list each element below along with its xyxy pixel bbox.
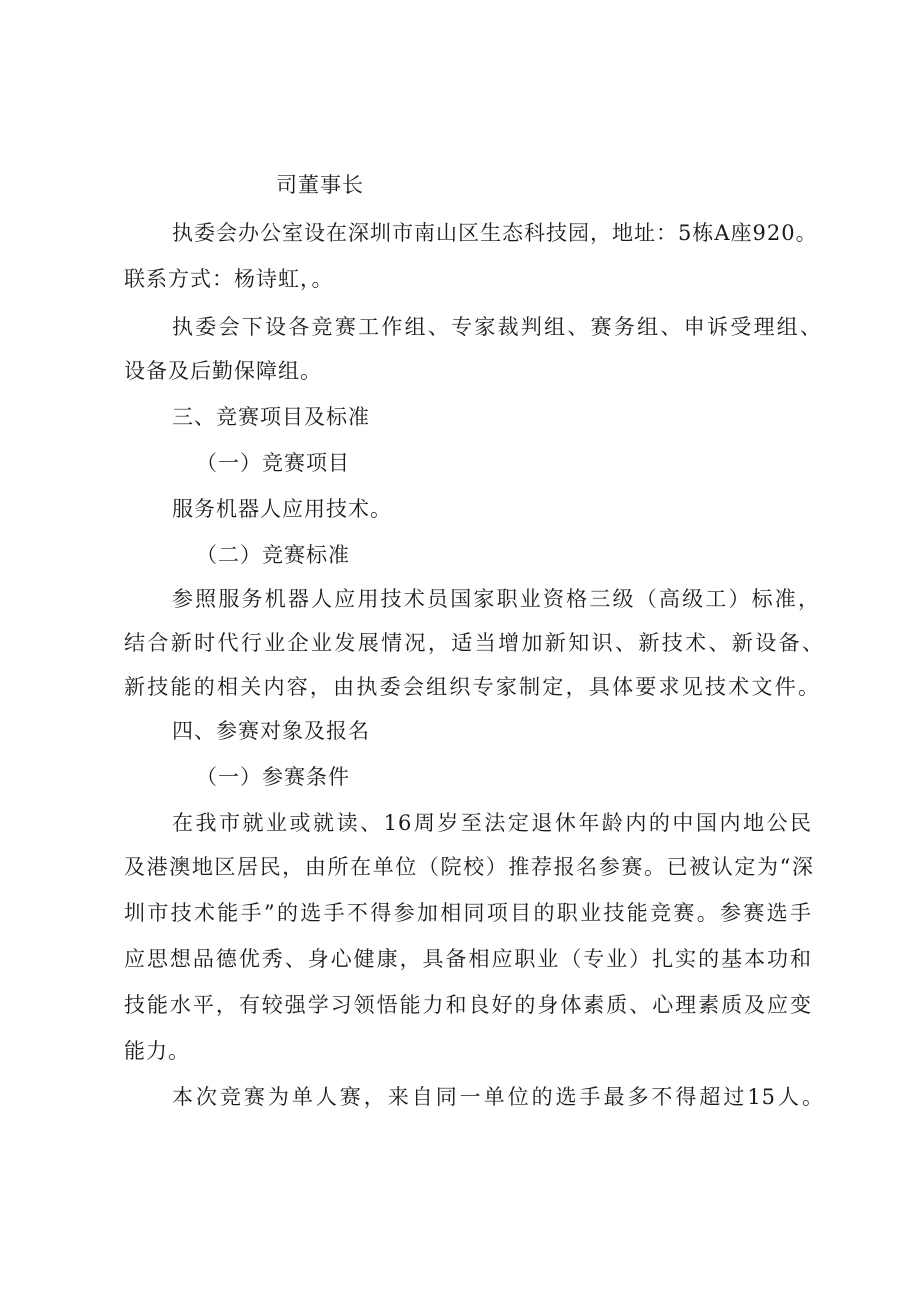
- text-line-competition-item: 服务机器人应用技术。: [172, 497, 392, 521]
- text-line-eligibility-5: 技能水平，有较强学习领悟能力和良好的身体素质、心理素质及应变: [124, 993, 812, 1017]
- subsection-heading-eligibility: （一）参赛条件: [196, 765, 350, 789]
- text-line-standard-1: 参照服务机器人应用技术员国家职业资格三级（高级工）标准，: [172, 587, 820, 611]
- text-line-committee-groups-cont: 设备及后勤保障组。: [124, 359, 322, 383]
- text-line-signatory: 司董事长: [276, 173, 364, 197]
- text-line-standard-3: 新技能的相关内容，由执委会组织专家制定，具体要求见技术文件。: [124, 675, 820, 699]
- text-line-eligibility-4: 应思想品德优秀、身心健康，具备相应职业（专业）扎实的基本功和: [124, 947, 812, 971]
- text-line-contact: 联系方式：杨诗虹，。: [124, 267, 334, 291]
- text-line-office-address: 执委会办公室设在深圳市南山区生态科技园，地址：5栋A座920。: [172, 221, 818, 245]
- text-line-eligibility-2: 及港澳地区居民，由所在单位（院校）推荐报名参赛。已被认定为“深: [124, 855, 814, 879]
- section-heading-4: 四、参赛对象及报名: [172, 719, 370, 743]
- text-line-eligibility-1: 在我市就业或就读、16周岁至法定退休年龄内的中国内地公民: [172, 811, 812, 835]
- subsection-heading-competition-item: （一）竞赛项目: [196, 451, 350, 475]
- text-line-eligibility-6: 能力。: [124, 1039, 190, 1063]
- text-line-eligibility-3: 圳市技术能手”的选手不得参加相同项目的职业技能竞赛。参赛选手: [124, 901, 812, 925]
- section-heading-3: 三、竞赛项目及标准: [172, 405, 370, 429]
- subsection-heading-competition-standard: （二）竞赛标准: [196, 543, 350, 567]
- text-line-committee-groups: 执委会下设各竞赛工作组、专家裁判组、赛务组、申诉受理组、: [172, 315, 822, 339]
- text-line-team-limit: 本次竞赛为单人赛，来自同一单位的选手最多不得超过15人。: [172, 1085, 824, 1109]
- text-line-standard-2: 结合新时代行业企业发展情况，适当增加新知识、新技术、新设备、: [124, 631, 824, 655]
